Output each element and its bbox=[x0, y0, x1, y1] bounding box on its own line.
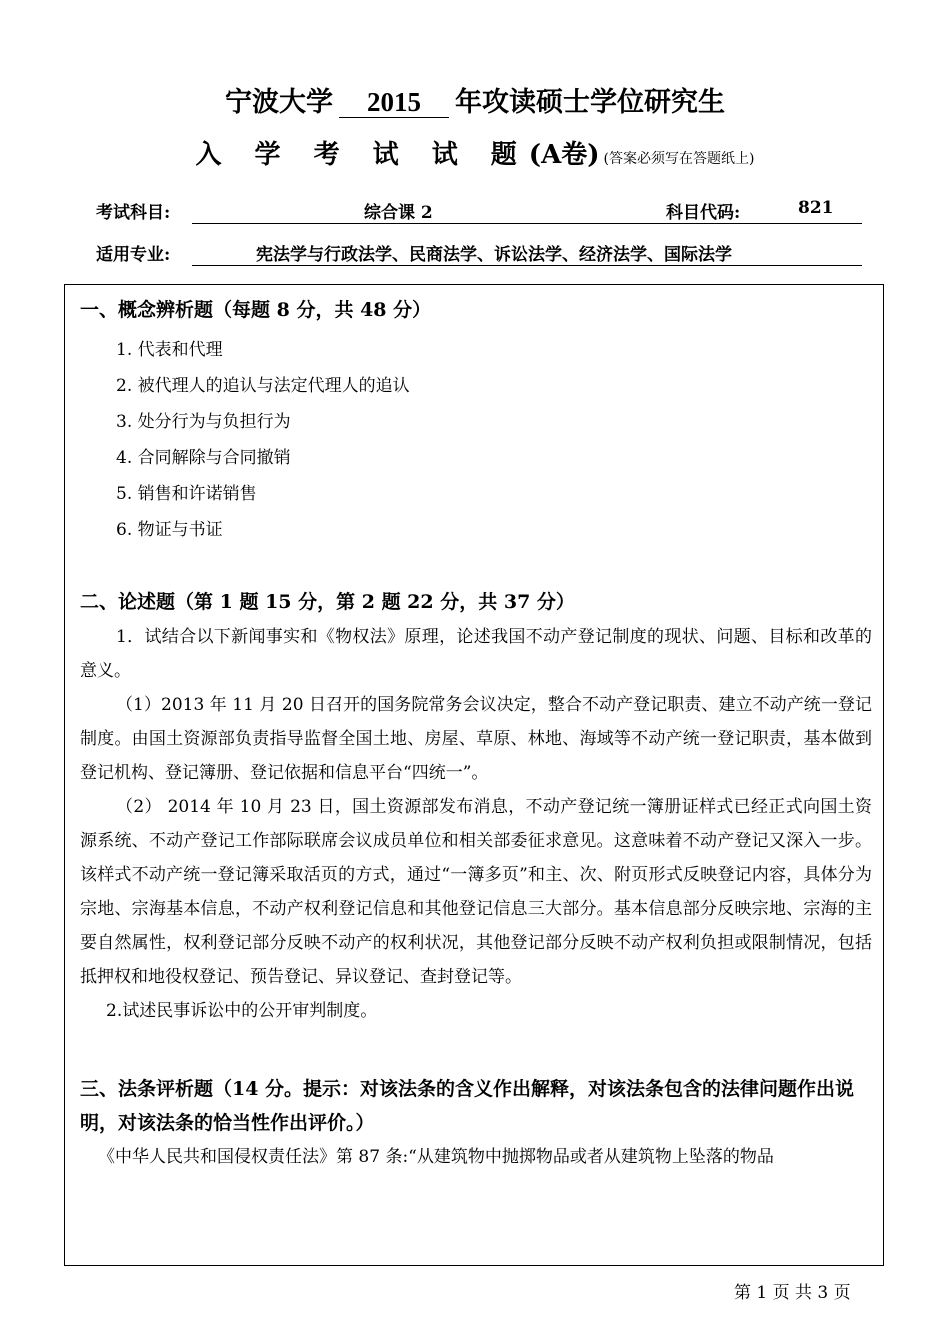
exam-title: 入 学 考 试 试 题 bbox=[195, 140, 529, 170]
university-name: 宁波大学 bbox=[225, 87, 333, 118]
list-item: 2. 被代理人的追认与法定代理人的追认 bbox=[116, 376, 410, 396]
question-2-1-news-2: （2） 2014 年 10 月 23 日，国土资源部发布消息，不动产登记统一簿册证样式已经正式向国土资源系统、不动产登记工作部际联席会议成员单位和相关部委征求意见。这意味着不动产登记又深入一步。该样式不动产统一登记簿采取活页的方式，通过“一簿多页”和主、次、附页形式反映登记内容，具体分为宗地、宗海基本信息，不动产权利登记信息和其他登记信息三大部分。基本信息部分反映宗地、宗海的主要自然属性，权利登记部分反映不动产的权利状况，其他登记部分反映不动产权利负担或限制情况，包括抵押权和地役权登记、预告登记、异议登记、查封登记等。 bbox=[80, 797, 872, 987]
section-1-heading: 一、概念辨析题（每题 8 分，共 48 分） bbox=[80, 299, 432, 321]
title-line-2 bbox=[0, 134, 950, 171]
code-value: 821 bbox=[798, 198, 834, 218]
subject-label: 考试科目: bbox=[96, 203, 171, 223]
list-item: 5. 销售和许诺销售 bbox=[116, 484, 257, 504]
title-suffix: 年攻读硕士学位研究生 bbox=[455, 87, 725, 118]
question-2-2: 2.试述民事诉讼中的公开审判制度。 bbox=[106, 1001, 378, 1021]
section-3-heading: 三、法条评析题（14 分。提示：对该法条的含义作出解释，对该法条包含的法律问题作出说明，对该法条的恰当性作出评价。） bbox=[80, 1078, 855, 1134]
subject-underline bbox=[192, 223, 862, 224]
major-row bbox=[96, 232, 862, 266]
list-item: 1. 代表和代理 bbox=[116, 340, 223, 360]
major-value: 宪法学与行政法学、民商法学、诉讼法学、经济法学、国际法学 bbox=[256, 245, 732, 265]
section-2-heading: 二、论述题（第 1 题 15 分，第 2 题 22 分，共 37 分） bbox=[80, 591, 575, 613]
question-2-1: 1．试结合以下新闻事实和《物权法》原理，论述我国不动产登记制度的现状、问题、目标和改革的意义。 bbox=[80, 627, 872, 681]
title-line-1 bbox=[0, 80, 950, 119]
paper-type: (A卷) bbox=[528, 140, 600, 170]
section-3-text: 《中华人民共和国侵权责任法》第 87 条:“从建筑物中抛掷物品或者从建筑物上坠落的物品 bbox=[98, 1147, 774, 1167]
subject-row bbox=[96, 190, 862, 224]
major-label: 适用专业: bbox=[96, 245, 171, 265]
major-underline bbox=[192, 265, 862, 266]
exam-year: 2015 bbox=[339, 87, 449, 118]
page-number: 第 1 页 共 3 页 bbox=[734, 1283, 851, 1303]
list-item: 6. 物证与书证 bbox=[116, 520, 223, 540]
question-content bbox=[80, 296, 872, 1174]
subject-value: 综合课 2 bbox=[364, 203, 433, 223]
list-item: 4. 合同解除与合同撤销 bbox=[116, 448, 291, 468]
list-item: 3. 处分行为与负担行为 bbox=[116, 412, 291, 432]
question-2-1-news-1: （1）2013 年 11 月 20 日召开的国务院常务会议决定，整合不动产登记职责、建立不动产统一登记制度。由国土资源部负责指导监督全国土地、房屋、草原、林地、海域等不动产统一登记职责，基本做到登记机构、登记簿册、登记依据和信息平台“四统一”。 bbox=[80, 695, 872, 783]
code-label: 科目代码: bbox=[666, 203, 741, 223]
answer-note: (答案必须写在答题纸上) bbox=[603, 151, 755, 167]
